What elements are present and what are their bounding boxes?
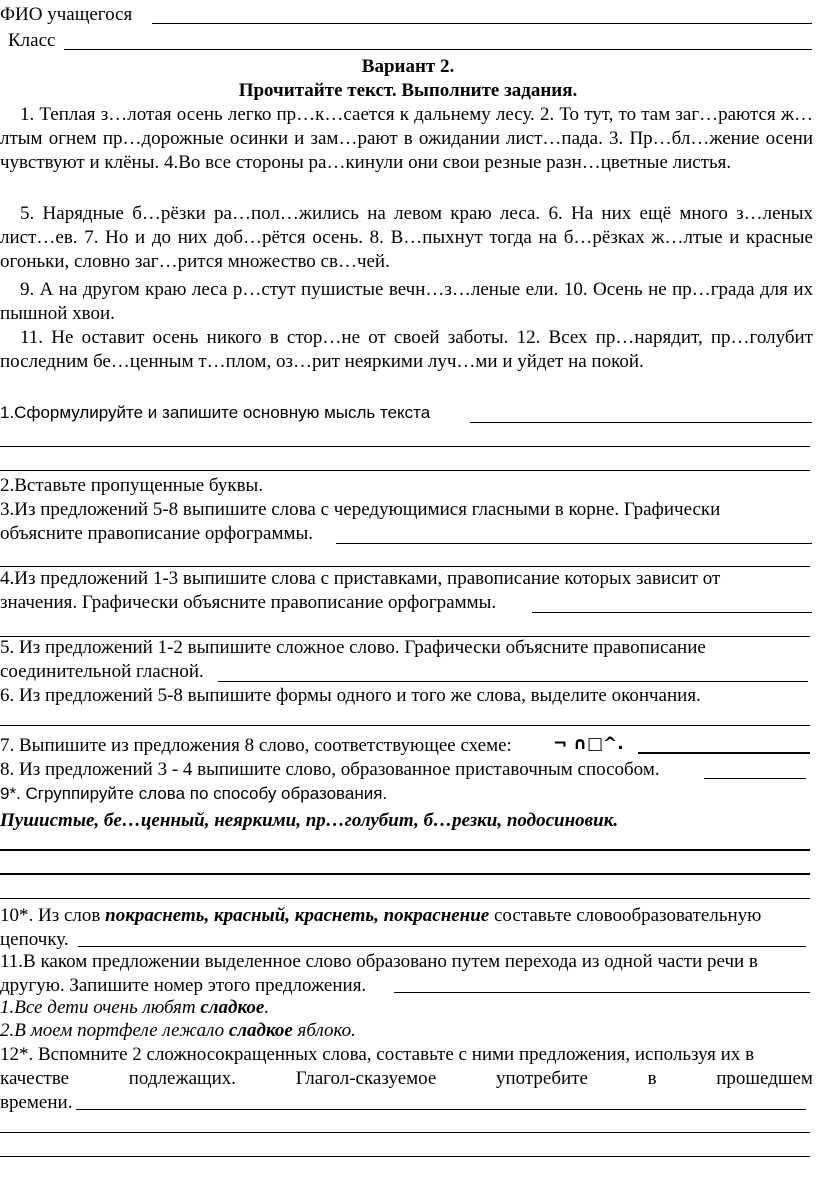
sentence-2-text: 2.В моем портфеле лежало [0, 1020, 225, 1041]
task-9-text: 9*. Сгруппируйте слова по способу образования. [0, 784, 388, 803]
task-1-text: 1.Сформулируйте и запишите основную мысль текста [0, 403, 431, 422]
answer-line[interactable] [0, 1156, 810, 1157]
task-10-prefix: 10*. Из слов [0, 905, 101, 926]
task-4-line-1: 4.Из предложений 1-3 выпишите слова с приставками, правописание которых зависит от [0, 568, 721, 589]
task-2-text: 2.Вставьте пропущенные буквы. [0, 475, 264, 496]
task-7-answer-line[interactable] [638, 752, 810, 754]
task-5-line-1: 5. Из предложений 1-2 выпишите сложное слово. Графически объясните правописание [0, 637, 706, 658]
task-4-line-2: значения. Графически объясните правописание орфограммы. [0, 592, 497, 613]
answer-line[interactable] [0, 849, 810, 851]
answer-line[interactable] [0, 1132, 810, 1133]
sentence-1-end: . [264, 997, 270, 1018]
task-10-line-1 [0, 904, 761, 928]
task-12-line-1: 12*. Вспомните 2 сложносокращенных слова, составьте с ними предложения, используя их в [0, 1044, 755, 1065]
task-10-words: покраснеть, красный, краснеть, покраснение [105, 905, 490, 926]
task-8-text: 8. Из предложений 3 - 4 выпишите слово, образованное приставочным способом. [0, 759, 660, 780]
text-paragraph-2: 5. Нарядные б…рёзки ра…пол…жились на левом краю леса. 6. На них ещё много з…леных лист…ев. 7. Но и до них доб…рётся осень. 8. В…пыхнут тогда на б…рёзках ж…лтые и красные огоньки, словно заг…рится множество св…чей. [0, 203, 813, 272]
sentence-1-text: 1.Все дети очень любят [0, 997, 196, 1018]
sentence-1-highlight: сладкое [200, 997, 265, 1018]
task-12-word: Глагол-сказуемое [295, 1068, 437, 1089]
task-3-answer-line[interactable] [336, 543, 812, 544]
text-paragraph-1: 1. Теплая з…лотая осень легко пр…к…сается к дальнему лесу. 2. То тут, то там заг…раются ж…лтым огнем пр…дорожные осинки и зам…рают в ожидании лист…пада. 3. Пр…бл…жение осени чувствуют и клёны. 4.Во все стороны ра…кинули они свои резные разн…цветные листья. [0, 104, 813, 173]
task-11-answer-line[interactable] [394, 992, 810, 993]
task-5-answer-line[interactable] [218, 681, 808, 682]
class-field-line[interactable] [64, 49, 812, 50]
task-8-answer-line[interactable] [704, 778, 806, 779]
task-6-text: 6. Из предложений 5-8 выпишите формы одного и того же слова, выделите окончания. [0, 685, 701, 706]
morpheme-scheme: ¬ ∩□^. [553, 734, 624, 754]
class-label: Класс [8, 30, 56, 51]
task-9-words: Пушистые, бе…ценный, неяркими, пр…голубит, б…резки, подосиновик. [0, 810, 619, 831]
task-5-line-2: соединительной гласной. [0, 661, 204, 682]
task-11-line-2: другую. Запишите номер этого предложения. [0, 975, 367, 996]
answer-line[interactable] [0, 470, 810, 471]
sentence-1 [0, 996, 269, 1020]
task-7-text: 7. Выпишите из предложения 8 слово, соответствующее схеме: [0, 735, 512, 756]
answer-line[interactable] [0, 725, 810, 726]
answer-line[interactable] [0, 873, 810, 875]
task-12-word: прошедшем [716, 1068, 813, 1089]
answer-line[interactable] [0, 446, 810, 447]
task-1-answer-line[interactable] [470, 422, 812, 423]
sentence-2-end: яблоко. [297, 1020, 356, 1041]
fio-label: ФИО учащегося [0, 4, 133, 25]
task-4-answer-line[interactable] [532, 612, 812, 613]
task-10-line-2: цепочку. [0, 929, 69, 950]
task-11-line-1: 11.В каком предложении выделенное слово образовано путем перехода из одной части речи в [0, 951, 758, 972]
task-3-line-2: объясните правописание орфограммы. [0, 523, 314, 544]
fio-field-line[interactable] [152, 23, 812, 24]
task-12-word: качестве [0, 1068, 70, 1089]
sentence-2-highlight: сладкое [228, 1020, 293, 1041]
sentence-2 [0, 1019, 356, 1043]
task-12-word: в [647, 1068, 657, 1089]
task-12-line-3: времени. [0, 1092, 73, 1113]
task-12-line-2 [0, 1067, 813, 1091]
text-paragraph-4: 11. Не оставит осень никого в стор…не от своей заботы. 12. Всех пр…нарядит, пр…голубит последним бе…ценным т…плом, оз…рит неяркими луч…ми и уйдет на покой. [0, 327, 813, 372]
task-10-answer-line[interactable] [78, 946, 806, 947]
task-12-answer-line[interactable] [76, 1109, 806, 1110]
task-10-suffix: составьте словообразовательную [493, 905, 762, 926]
instruction-title: Прочитайте текст. Выполните задания. [238, 80, 578, 101]
variant-title: Вариант 2. [361, 56, 455, 77]
answer-line[interactable] [0, 898, 810, 899]
task-12-word: употребите [495, 1068, 588, 1089]
task-12-word: подлежащих. [128, 1068, 237, 1089]
task-3-line-1: 3.Из предложений 5-8 выпишите слова с чередующимися гласными в корне. Графически [0, 499, 721, 520]
text-paragraph-3: 9. А на другом краю леса р…стут пушистые вечн…з…леные ели. 10. Осень не пр…града для их пышной хвои. [0, 279, 813, 324]
